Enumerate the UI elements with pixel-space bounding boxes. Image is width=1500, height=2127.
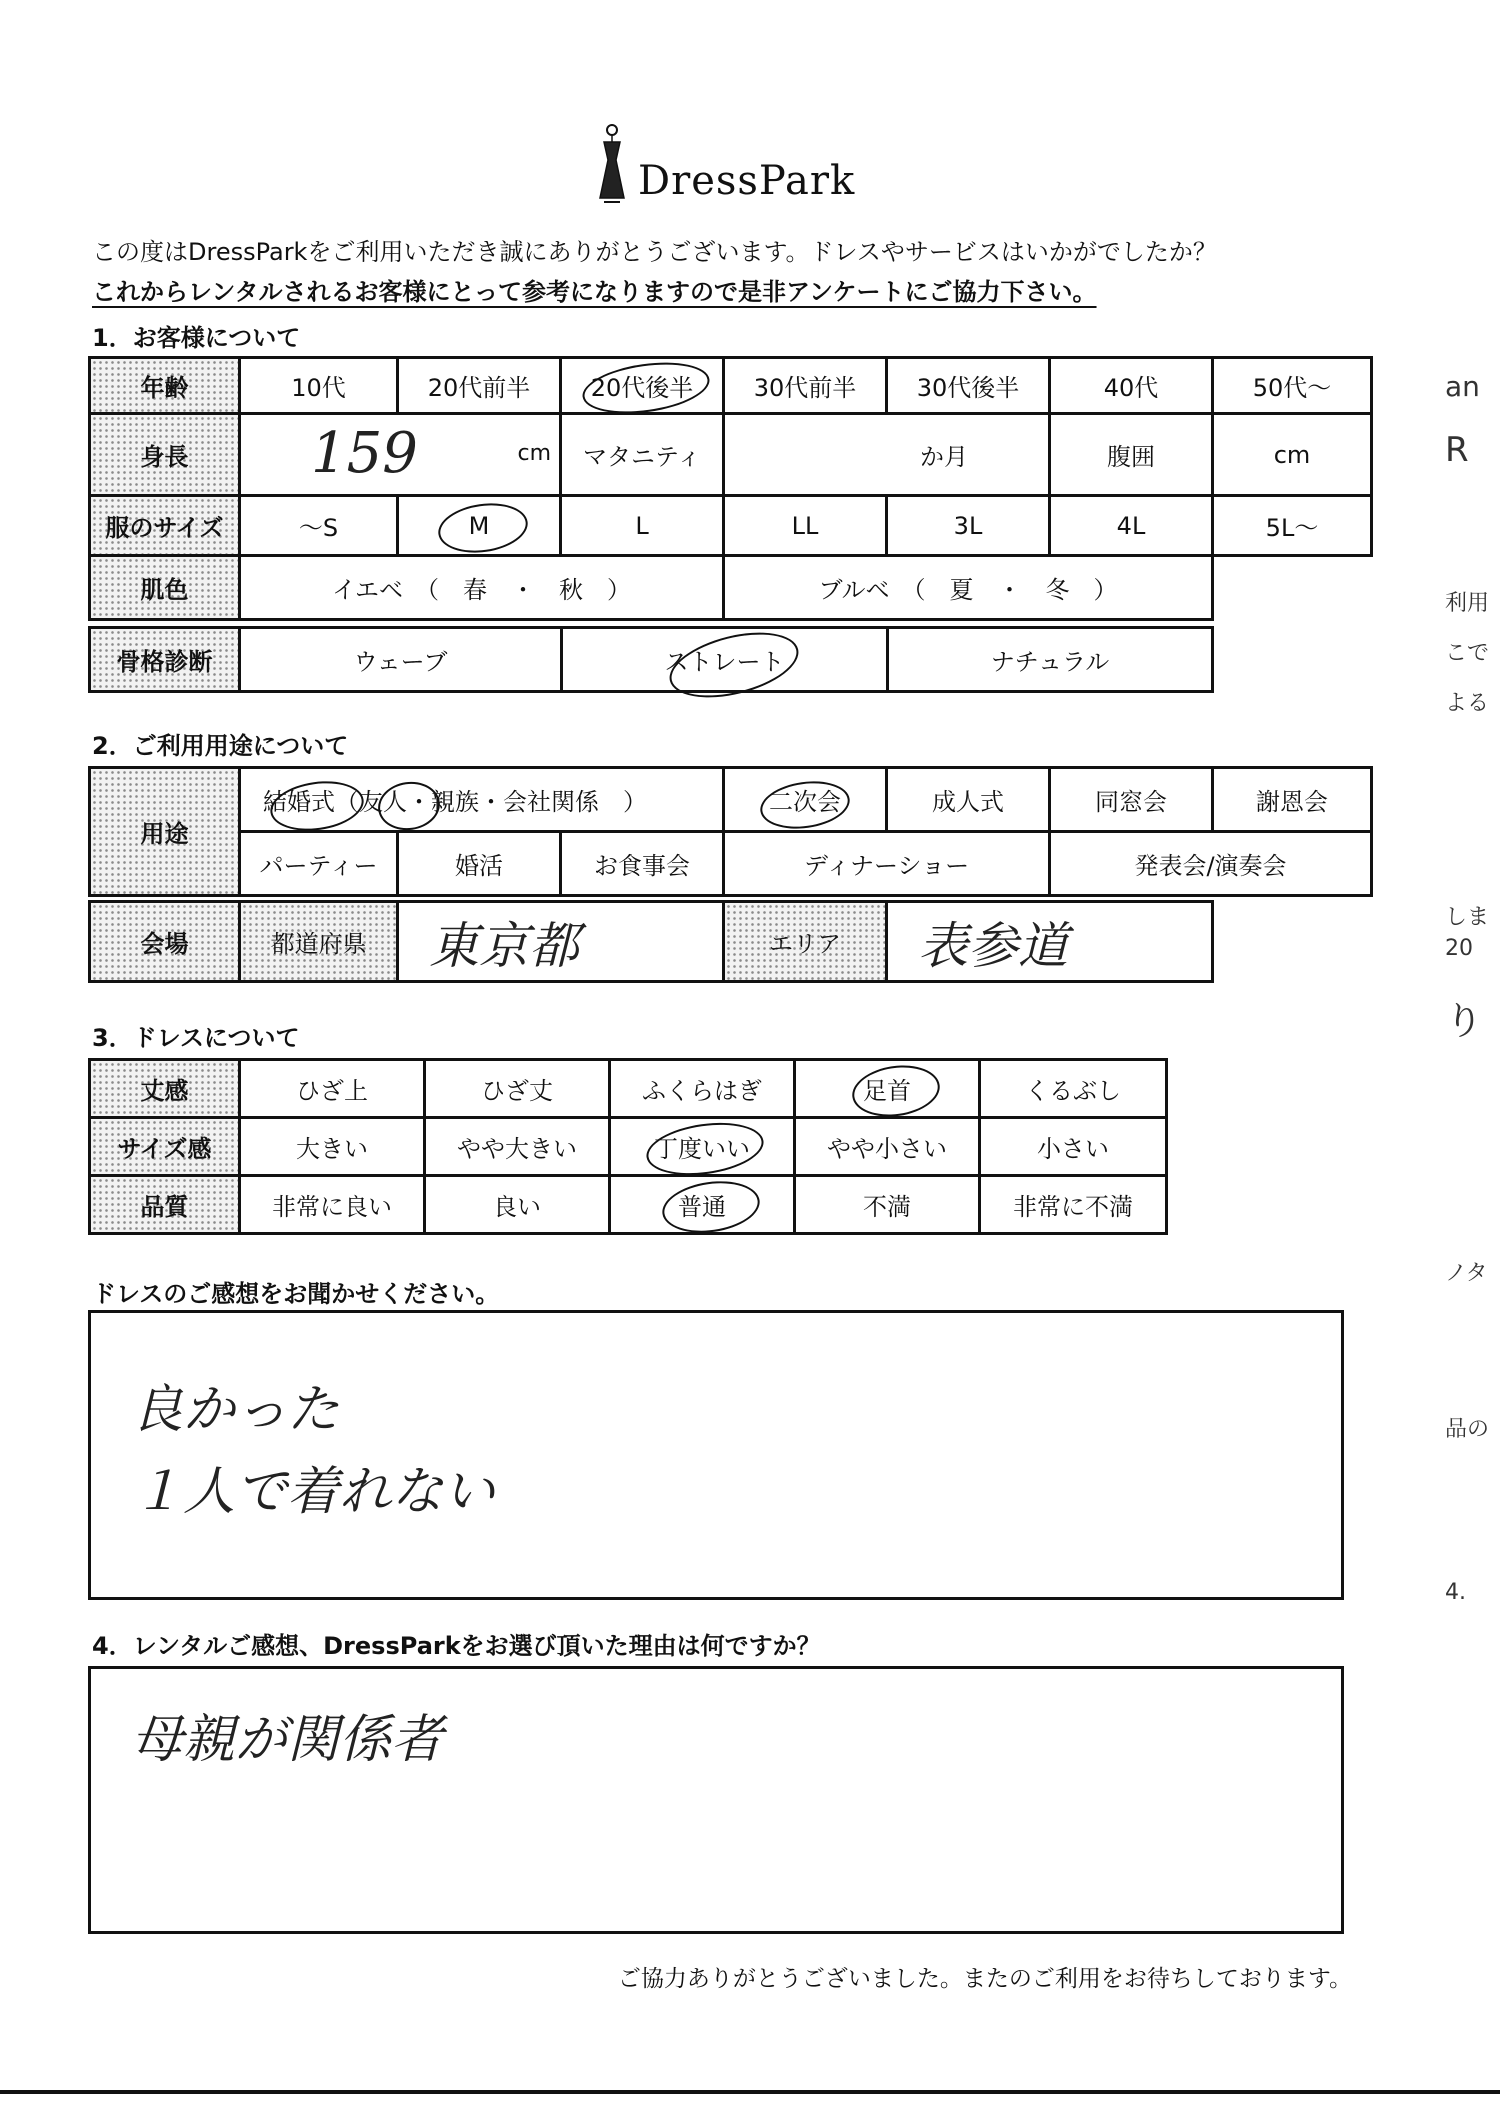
height-label: 身長	[90, 414, 240, 496]
quality-option[interactable]: 不満	[795, 1176, 980, 1234]
venue-table	[88, 900, 1214, 983]
dress-icon	[590, 120, 640, 210]
intro-line-1: この度はDressParkをご利用いただき誠にありがとうございます。ドレスやサービスはいかがでしたか？	[92, 238, 1217, 266]
quality-row	[90, 1176, 1167, 1234]
length-option[interactable]: くるぶし	[980, 1060, 1167, 1118]
usage-row-1	[90, 768, 1372, 832]
fit-option[interactable]: 大きい	[240, 1118, 425, 1176]
customer-table	[88, 356, 1373, 621]
usage-option[interactable]: ディナーショー	[724, 832, 1050, 896]
area-value[interactable]: 表参道	[887, 902, 1213, 982]
length-option[interactable]: ふくらはぎ	[610, 1060, 795, 1118]
edge-fragment: しま	[1445, 905, 1490, 930]
length-option-selected[interactable]: 足首	[795, 1060, 980, 1118]
edge-fragment: ノタ	[1445, 1261, 1488, 1286]
skin-option-yellow[interactable]: イエベ （ 春 ・ 秋 ）	[240, 556, 724, 620]
usage-option[interactable]: パーティー	[240, 832, 398, 896]
quality-option[interactable]: 良い	[425, 1176, 610, 1234]
prefecture-label: 都道府県	[240, 902, 398, 982]
age-option[interactable]: 10代	[240, 358, 398, 414]
usage-table	[88, 766, 1373, 897]
length-option[interactable]: ひざ上	[240, 1060, 425, 1118]
blank-cell	[1213, 556, 1372, 620]
usage-option[interactable]: お食事会	[561, 832, 724, 896]
edge-fragment: R	[1445, 430, 1469, 470]
skin-option-blue[interactable]: ブルベ （ 夏 ・ 冬 ）	[724, 556, 1213, 620]
usage-others[interactable]: ・親族・会社関係 ）	[407, 788, 647, 816]
edge-fragment: 品の	[1445, 1417, 1490, 1442]
size-option[interactable]: 3L	[887, 496, 1050, 556]
usage-option[interactable]: 同窓会	[1050, 768, 1213, 832]
waist-unit[interactable]: cm	[1213, 414, 1372, 496]
length-label: 丈感	[90, 1060, 240, 1118]
maternity-label: マタニティ	[561, 414, 724, 496]
venue-row	[90, 902, 1213, 982]
size-option[interactable]: 5L～	[1213, 496, 1372, 556]
age-option[interactable]: 50代～	[1213, 358, 1372, 414]
usage-wedding-selected[interactable]: 結婚式	[263, 788, 335, 816]
size-row	[90, 496, 1372, 556]
usage-option[interactable]: 謝恩会	[1213, 768, 1372, 832]
quality-option[interactable]: 非常に良い	[240, 1176, 425, 1234]
age-option[interactable]: 30代前半	[724, 358, 887, 414]
intro-text	[92, 232, 1217, 312]
intro-line-2: これからレンタルされるお客様にとって参考になりますので是非アンケートにご協力下さい。	[92, 278, 1097, 306]
quality-label: 品質	[90, 1176, 240, 1234]
size-option[interactable]: L	[561, 496, 724, 556]
height-field[interactable]	[240, 414, 561, 496]
brand-name: DressPark	[638, 158, 856, 204]
fit-label: サイズ感	[90, 1118, 240, 1176]
length-option[interactable]: ひざ丈	[425, 1060, 610, 1118]
age-row	[90, 358, 1372, 414]
age-option[interactable]: 30代後半	[887, 358, 1050, 414]
length-row	[90, 1060, 1167, 1118]
usage-option[interactable]: 婚活	[398, 832, 561, 896]
quality-option[interactable]: 非常に不満	[980, 1176, 1167, 1234]
fit-row	[90, 1118, 1167, 1176]
dress-comment-prompt: ドレスのご感想をお聞かせください。	[92, 1280, 500, 1308]
rental-comment-text: 母親が関係者	[131, 1710, 444, 1770]
size-option[interactable]: LL	[724, 496, 887, 556]
dress-table	[88, 1058, 1168, 1235]
edge-fragment: り	[1445, 999, 1484, 1043]
venue-label: 会場	[90, 902, 240, 982]
age-option[interactable]: 20代前半	[398, 358, 561, 414]
height-value: 159	[311, 421, 418, 486]
rental-comment-box[interactable]	[88, 1666, 1344, 1934]
paren-open: （	[335, 788, 359, 816]
fit-option[interactable]: 小さい	[980, 1118, 1167, 1176]
edge-fragment: 利用	[1445, 591, 1490, 616]
frame-option-selected[interactable]: ストレート	[562, 628, 888, 692]
edge-fragment: 20	[1445, 936, 1473, 961]
prefecture-value[interactable]: 東京都	[398, 902, 724, 982]
usage-row-2	[90, 832, 1372, 896]
size-label: 服のサイズ	[90, 496, 240, 556]
size-option[interactable]: 4L	[1050, 496, 1213, 556]
section2-title: 2．ご利用用途について	[92, 732, 349, 760]
edge-fragment: 4.	[1445, 1580, 1466, 1605]
dress-comment-text: 良かった １人で着れない	[131, 1380, 496, 1522]
fit-option-selected[interactable]: 丁度いい	[610, 1118, 795, 1176]
frame-label: 骨格診断	[90, 628, 240, 692]
footer-thanks: ご協力ありがとうございました。またのご利用をお待ちしております。	[617, 1966, 1352, 1992]
edge-fragment: こで	[1445, 641, 1490, 666]
frame-option[interactable]: ウェーブ	[240, 628, 562, 692]
usage-label: 用途	[90, 768, 240, 896]
frame-table	[88, 626, 1214, 693]
fit-option[interactable]: やや大きい	[425, 1118, 610, 1176]
dress-comment-box[interactable]	[88, 1310, 1344, 1600]
section1-title: 1．お客様について	[92, 324, 301, 352]
fit-option[interactable]: やや小さい	[795, 1118, 980, 1176]
skin-row	[90, 556, 1372, 620]
age-option[interactable]: 40代	[1050, 358, 1213, 414]
skin-label: 肌色	[90, 556, 240, 620]
brand-logo	[590, 120, 856, 210]
wedding-cell[interactable]	[240, 768, 724, 832]
usage-option[interactable]: 成人式	[887, 768, 1050, 832]
age-option-selected[interactable]: 20代後半	[561, 358, 724, 414]
frame-row	[90, 628, 1213, 692]
usage-option[interactable]: 発表会/演奏会	[1050, 832, 1372, 896]
edge-fragment: an	[1445, 370, 1480, 403]
area-label: エリア	[724, 902, 887, 982]
months-field[interactable]: か月	[724, 414, 1050, 496]
section4-title: 4．レンタルご感想、DressParkをお選び頂いた理由は何ですか？	[92, 1632, 821, 1660]
usage-friend-selected[interactable]: 友人	[359, 788, 407, 816]
size-option-selected[interactable]: M	[398, 496, 561, 556]
section3-title: 3．ドレスについて	[92, 1024, 300, 1052]
size-option[interactable]: ～S	[240, 496, 398, 556]
edge-fragment: よる	[1445, 691, 1490, 716]
usage-afterparty-selected[interactable]: 二次会	[724, 768, 887, 832]
frame-option[interactable]: ナチュラル	[888, 628, 1213, 692]
bottom-rule	[0, 2090, 1500, 2094]
waist-label: 腹囲	[1050, 414, 1213, 496]
height-row	[90, 414, 1372, 496]
quality-option-selected[interactable]: 普通	[610, 1176, 795, 1234]
age-label: 年齢	[90, 358, 240, 414]
height-unit: cm	[517, 441, 551, 466]
